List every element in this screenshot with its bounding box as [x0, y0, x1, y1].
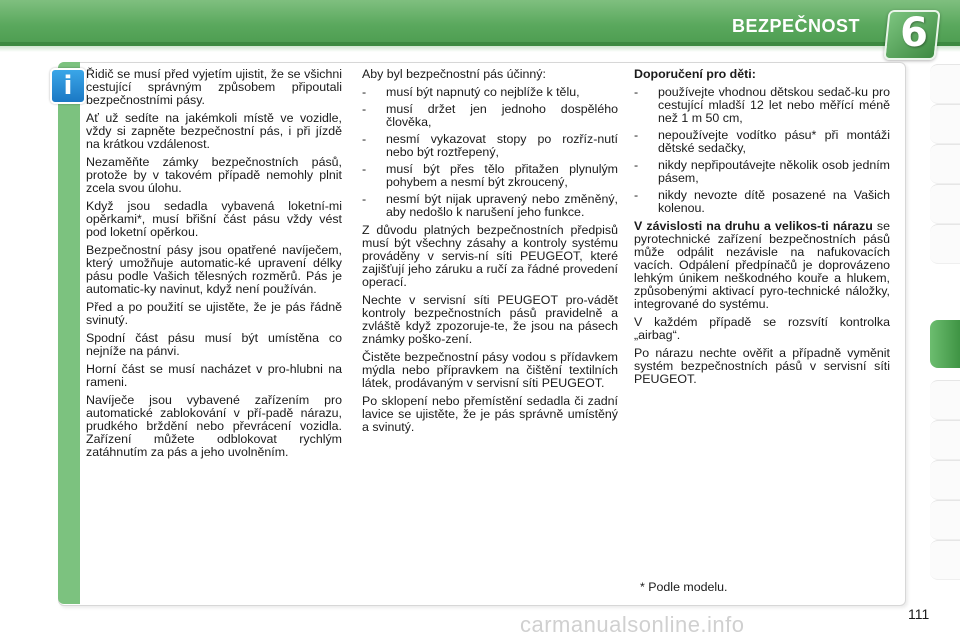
info-icon: i: [50, 68, 86, 104]
paragraph: Po nárazu nechte ověřit a případně vyměnit systém bezpečnostních pásů v servisní síti PEUGEOT.: [634, 346, 890, 386]
side-tab[interactable]: [930, 420, 960, 460]
intro-text: Aby byl bezpečnostní pás účinný:: [362, 67, 546, 81]
list-dash: -: [362, 162, 367, 176]
children-advice-list: [634, 86, 890, 215]
side-tab[interactable]: [930, 380, 960, 420]
list-dash: -: [362, 102, 367, 116]
paragraph: Po sklopení nebo přemístění sedadla či zadní lavice se ujistěte, že je pás správně umístěný a svinutý.: [362, 394, 618, 434]
impact-bold: V závislosti na druhu a velikos-ti nárazu: [634, 219, 873, 233]
chapter-number: 6: [900, 10, 928, 56]
list-item: - musí držet jen jednoho dospělého člověka,: [362, 102, 618, 129]
list-dash: -: [634, 158, 639, 172]
list-item: - nepoužívejte vodítko pásu* při montáži dětské sedačky,: [634, 128, 890, 155]
paragraph: Nezaměňte zámky bezpečnostních pásů, protože by v takovém případě nemohly plnit zcela svou úlohu.: [86, 155, 342, 195]
side-tab[interactable]: [930, 64, 960, 104]
section-heading: Doporučení pro děti:: [634, 67, 756, 81]
page-number: 111: [908, 606, 930, 622]
paragraph: V každém případě se rozsvítí kontrolka „airbag“.: [634, 315, 890, 342]
paragraph: Nechte v servisní síti PEUGEOT pro-vádět kontroly bezpečnostních pásů pravidelně a zvláště když zpozoruje-te, že jsou na pásech známky poško-zení.: [362, 293, 618, 346]
list-item: - používejte vhodnou dětskou sedač-ku pro cestující mladší 12 let nebo měřící méně než 1 m 50 cm,: [634, 85, 890, 125]
side-tab-active[interactable]: [930, 320, 960, 368]
side-tab[interactable]: [930, 224, 960, 264]
column-effectiveness: [362, 68, 618, 439]
side-tab[interactable]: [930, 104, 960, 144]
chapter-title: BEZPEČNOST: [731, 16, 860, 36]
list-dash: -: [634, 188, 639, 202]
paragraph: Ať už sedíte na jakémkoli místě ve vozidle, vždy si zapněte bezpečnostní pás, i při jízdě na krátkou vzdálenost.: [86, 111, 342, 151]
list-dash: -: [634, 85, 639, 99]
list-dash: -: [362, 192, 367, 206]
paragraph: Z důvodu platných bezpečnostních předpisů musí být všechny zásahy a kontroly systému prováděny v servis-ní síti PEUGEOT, které zajišťují jeho záruku a ručí za řádné provedení operací.: [362, 223, 618, 289]
chapter-side-tabs: [930, 64, 960, 624]
paragraph: Bezpečnostní pásy jsou opatřené navíječem, který umožňuje automatic-ké upravení délky pásu podle Vašich tělesných rozměrů. Pás je automatic-ky navinut, když není používán.: [86, 243, 342, 296]
side-tab[interactable]: [930, 144, 960, 184]
list-item: - nikdy nepřipoutávejte několik osob jedním pásem,: [634, 158, 890, 185]
list-item: - musí být napnutý co nejblíže k tělu,: [362, 85, 580, 99]
paragraph: Před a po použití se ujistěte, že je pás řádně svinutý.: [86, 300, 342, 327]
impact-paragraph: [634, 220, 890, 311]
list-dash: -: [362, 85, 367, 99]
list-item: - nesmí být nijak upravený nebo změněný, aby nedošlo k narušení jeho funkce.: [362, 192, 618, 219]
watermark: carmanualsonline.info: [520, 612, 745, 637]
list-item: - musí být přes tělo přitažen plynulým pohybem a nesmí být zkroucený,: [362, 162, 618, 189]
impact-text: se pyrotechnické zařízení bezpečnostních pásů může odpálit nezávisle na nafukovacích vacích. Odpálení předpínačů je doprovázeno lehkým únikem neškodného kouře a hlukem, způsobenými aktivací pyro-technické náložky, integrované do systému.: [634, 219, 890, 311]
list-item: - nesmí vykazovat stopy po rozříz-nutí nebo být roztřepený,: [362, 132, 618, 159]
paragraph: Když jsou sedadla vybavená loketní-mi opěrkami*, musí břišní část pásu vždy vést pod loketní opěrkou.: [86, 199, 342, 239]
side-tab[interactable]: [930, 460, 960, 500]
column-children: [634, 68, 890, 391]
info-bar: [58, 62, 80, 604]
paragraph: Čistěte bezpečnostní pásy vodou s přídavkem mýdla nebo přípravkem na čištění textilních látek, prodávaným v servisní síti PEUGEOT.: [362, 350, 618, 390]
side-tab[interactable]: [930, 500, 960, 540]
footnote: * Podle modelu.: [640, 580, 728, 594]
list-item: - nikdy nevozte dítě posazené na Vašich kolenou.: [634, 188, 890, 215]
paragraph: Navíječe jsou vybavené zařízením pro automatické zablokování v pří-padě nárazu, prudkého brždění nebo převrácení vozidla. Zařízení můžete odblokovat rychlým zatáhnutím za pás a jeho uvolněním.: [86, 393, 342, 459]
paragraph: Spodní část pásu musí být umístěna co nejníže na pánvi.: [86, 331, 342, 358]
header-light: [0, 46, 960, 52]
column-general: [86, 68, 342, 464]
side-tab[interactable]: [930, 540, 960, 580]
list-dash: -: [634, 128, 639, 142]
list-dash: -: [362, 132, 367, 146]
paragraph: Řidič se musí před vyjetím ujistit, že se všichni cestující správným způsobem připoutali bezpečnostními pásy.: [86, 67, 342, 107]
paragraph: Horní část se musí nacházet v pro-hlubni na rameni.: [86, 362, 342, 389]
side-tab[interactable]: [930, 184, 960, 224]
requirements-list: [362, 86, 618, 219]
